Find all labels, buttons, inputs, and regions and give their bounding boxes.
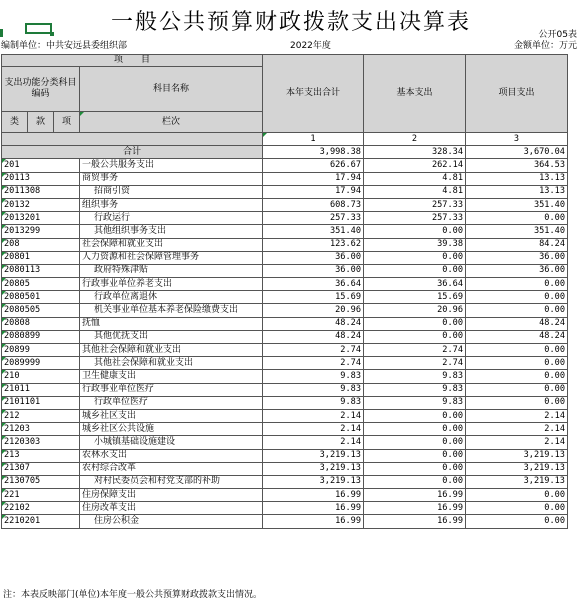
currency-label: 金额单位：万元	[513, 41, 577, 51]
table-row	[2, 370, 568, 383]
row-project: 13.13	[466, 185, 568, 198]
row-code: 21011	[2, 383, 80, 396]
row-project: 0.00	[466, 304, 568, 317]
row-basic: 4.81	[364, 172, 466, 185]
row-item-name: 对村民委员会和村党支部的补助	[80, 475, 263, 488]
table-row	[2, 423, 568, 436]
row-total: 608.73	[263, 198, 364, 211]
row-item-name: 行政事业单位医疗	[80, 383, 263, 396]
table-row	[2, 185, 568, 198]
row-project: 0.00	[466, 291, 568, 304]
row-project: 2.14	[466, 436, 568, 449]
row-code: 2130705	[2, 475, 80, 488]
row-item-name: 其他社会保障和就业支出	[80, 357, 263, 370]
table-row	[2, 489, 568, 502]
row-basic: 2.74	[364, 344, 466, 357]
form-code: 公开05表	[538, 30, 577, 40]
table-row	[2, 225, 568, 238]
row-project: 0.00	[466, 278, 568, 291]
total-col-header: 本年支出合计	[263, 55, 364, 133]
item-header: 项 目	[2, 55, 263, 67]
grand-total: 3,998.38	[263, 146, 364, 159]
row-code: 2013201	[2, 212, 80, 225]
row-total: 16.99	[263, 489, 364, 502]
table-row	[2, 462, 568, 475]
row-project: 0.00	[466, 515, 568, 528]
row-code: 2080501	[2, 291, 80, 304]
row-project: 0.00	[466, 489, 568, 502]
table-row	[2, 159, 568, 172]
row-code: 2210201	[2, 515, 80, 528]
row-project: 84.24	[466, 238, 568, 251]
table-row	[2, 409, 568, 422]
row-basic: 0.00	[364, 251, 466, 264]
row-code: 20808	[2, 317, 80, 330]
row-code: 213	[2, 449, 80, 462]
row-total: 9.83	[263, 370, 364, 383]
row-basic: 4.81	[364, 185, 466, 198]
basic-col-header: 基本支出	[364, 55, 466, 133]
row-total: 2.74	[263, 357, 364, 370]
row-basic: 0.00	[364, 423, 466, 436]
row-basic: 0.00	[364, 225, 466, 238]
row-project: 3,219.13	[466, 449, 568, 462]
row-project: 36.00	[466, 251, 568, 264]
row-project: 0.00	[466, 396, 568, 409]
row-basic: 39.38	[364, 238, 466, 251]
grand-basic: 328.34	[364, 146, 466, 159]
row-item-name: 商贸事务	[80, 172, 263, 185]
row-basic: 0.00	[364, 436, 466, 449]
row-code: 21203	[2, 423, 80, 436]
row-item-name: 农林水支出	[80, 449, 263, 462]
row-project: 13.13	[466, 172, 568, 185]
row-code: 2089999	[2, 357, 80, 370]
row-code: 20899	[2, 344, 80, 357]
row-basic: 9.83	[364, 383, 466, 396]
subitem-header: 项	[54, 112, 80, 133]
row-item-name: 人力资源和社会保障管理事务	[80, 251, 263, 264]
row-total: 3,219.13	[263, 475, 364, 488]
row-code: 210	[2, 370, 80, 383]
row-basic: 36.64	[364, 278, 466, 291]
row-basic: 9.83	[364, 396, 466, 409]
row-item-name: 住房保障支出	[80, 489, 263, 502]
row-item-name: 其他组织事务支出	[80, 225, 263, 238]
row-total: 20.96	[263, 304, 364, 317]
row-total: 48.24	[263, 330, 364, 343]
row-project: 351.40	[466, 198, 568, 211]
col-index-3: 3	[466, 133, 568, 146]
func-code-header: 支出功能分类科目编码	[2, 67, 80, 112]
unit-label: 编制单位：中共安远县委组织部	[1, 41, 128, 51]
table-row	[2, 449, 568, 462]
row-project: 0.00	[466, 370, 568, 383]
table-row	[2, 198, 568, 211]
column-index-label: 栏次	[80, 112, 263, 133]
row-code: 20113	[2, 172, 80, 185]
row-total: 257.33	[263, 212, 364, 225]
project-col-header: 项目支出	[466, 55, 568, 133]
row-basic: 15.69	[364, 291, 466, 304]
row-basic: 2.74	[364, 357, 466, 370]
row-item-name: 社会保障和就业支出	[80, 238, 263, 251]
row-basic: 20.96	[364, 304, 466, 317]
section-header: 款	[28, 112, 54, 133]
row-total: 2.14	[263, 436, 364, 449]
table-row	[2, 317, 568, 330]
row-project: 0.00	[466, 344, 568, 357]
row-item-name: 行政运行	[80, 212, 263, 225]
row-basic: 0.00	[364, 409, 466, 422]
row-item-name: 组织事务	[80, 198, 263, 211]
row-item-name: 政府特殊津贴	[80, 264, 263, 277]
row-total: 9.83	[263, 396, 364, 409]
table-row	[2, 291, 568, 304]
row-total: 9.83	[263, 383, 364, 396]
row-item-name: 一般公共服务支出	[80, 159, 263, 172]
row-code: 2120303	[2, 436, 80, 449]
row-item-name: 城乡社区支出	[80, 409, 263, 422]
total-row-label: 合计	[2, 146, 263, 159]
row-project: 2.14	[466, 409, 568, 422]
row-basic: 0.00	[364, 449, 466, 462]
row-item-name: 行政单位医疗	[80, 396, 263, 409]
year-label: 2022年度	[290, 41, 331, 51]
row-basic: 0.00	[364, 264, 466, 277]
row-code: 221	[2, 489, 80, 502]
row-basic: 257.33	[364, 198, 466, 211]
row-project: 3,219.13	[466, 475, 568, 488]
row-basic: 16.99	[364, 489, 466, 502]
row-item-name: 卫生健康支出	[80, 370, 263, 383]
class-header: 类	[2, 112, 28, 133]
row-item-name: 行政单位离退休	[80, 291, 263, 304]
row-project: 2.14	[466, 423, 568, 436]
table-row	[2, 304, 568, 317]
row-code: 2080899	[2, 330, 80, 343]
row-code: 20801	[2, 251, 80, 264]
row-total: 17.94	[263, 185, 364, 198]
row-basic: 0.00	[364, 330, 466, 343]
row-project: 364.53	[466, 159, 568, 172]
row-total: 36.00	[263, 264, 364, 277]
row-item-name: 行政事业单位养老支出	[80, 278, 263, 291]
row-total: 626.67	[263, 159, 364, 172]
row-total: 2.74	[263, 344, 364, 357]
page-title: 一般公共预算财政拨款支出决算表	[110, 10, 471, 35]
row-item-name: 农村综合改革	[80, 462, 263, 475]
row-code: 208	[2, 238, 80, 251]
row-code: 21307	[2, 462, 80, 475]
row-total: 16.99	[263, 502, 364, 515]
row-total: 2.14	[263, 409, 364, 422]
row-total: 3,219.13	[263, 449, 364, 462]
row-project: 351.40	[466, 225, 568, 238]
row-basic: 9.83	[364, 370, 466, 383]
col-index-2: 2	[364, 133, 466, 146]
row-total: 2.14	[263, 423, 364, 436]
col-index-1: 1	[263, 133, 364, 146]
row-project: 36.00	[466, 264, 568, 277]
row-project: 48.24	[466, 330, 568, 343]
row-project: 0.00	[466, 383, 568, 396]
table-row	[2, 396, 568, 409]
row-item-name: 机关事业单位基本养老保险缴费支出	[80, 304, 263, 317]
row-project: 0.00	[466, 502, 568, 515]
row-project: 48.24	[466, 317, 568, 330]
row-total: 351.40	[263, 225, 364, 238]
grand-project: 3,670.04	[466, 146, 568, 159]
row-item-name: 住房改革支出	[80, 502, 263, 515]
row-code: 20132	[2, 198, 80, 211]
row-item-name: 小城镇基础设施建设	[80, 436, 263, 449]
footnote: 注：本表反映部门(单位)本年度一般公共预算财政拨款支出情况。	[3, 590, 263, 600]
table-row	[2, 212, 568, 225]
table-row	[2, 436, 568, 449]
row-total: 36.64	[263, 278, 364, 291]
row-code: 2080113	[2, 264, 80, 277]
row-total: 16.99	[263, 515, 364, 528]
row-item-name: 抚恤	[80, 317, 263, 330]
row-basic: 0.00	[364, 317, 466, 330]
row-project: 0.00	[466, 357, 568, 370]
row-basic: 0.00	[364, 475, 466, 488]
row-item-name: 其他社会保障和就业支出	[80, 344, 263, 357]
row-project: 3,219.13	[466, 462, 568, 475]
table-row	[2, 515, 568, 528]
table-row	[2, 357, 568, 370]
row-basic: 0.00	[364, 462, 466, 475]
table-row	[2, 475, 568, 488]
row-code: 2101101	[2, 396, 80, 409]
row-code: 201	[2, 159, 80, 172]
row-code: 2013299	[2, 225, 80, 238]
row-code: 22102	[2, 502, 80, 515]
row-total: 123.62	[263, 238, 364, 251]
row-project: 0.00	[466, 212, 568, 225]
row-total: 36.00	[263, 251, 364, 264]
table-row	[2, 330, 568, 343]
table-row	[2, 502, 568, 515]
table-row	[2, 238, 568, 251]
expenditure-table	[1, 54, 568, 529]
table-row	[2, 251, 568, 264]
row-item-name: 住房公积金	[80, 515, 263, 528]
row-code: 212	[2, 409, 80, 422]
row-code: 2080505	[2, 304, 80, 317]
row-total: 48.24	[263, 317, 364, 330]
row-code: 2011308	[2, 185, 80, 198]
table-row	[2, 278, 568, 291]
table-row	[2, 344, 568, 357]
table-row	[2, 172, 568, 185]
row-basic: 257.33	[364, 212, 466, 225]
row-total: 3,219.13	[263, 462, 364, 475]
row-total: 17.94	[263, 172, 364, 185]
row-total: 15.69	[263, 291, 364, 304]
row-item-name: 城乡社区公共设施	[80, 423, 263, 436]
row-basic: 16.99	[364, 502, 466, 515]
table-row	[2, 383, 568, 396]
row-basic: 16.99	[364, 515, 466, 528]
row-item-name: 其他优抚支出	[80, 330, 263, 343]
row-basic: 262.14	[364, 159, 466, 172]
row-code: 20805	[2, 278, 80, 291]
table-row	[2, 264, 568, 277]
item-name-header: 科目名称	[80, 67, 263, 112]
row-item-name: 招商引资	[80, 185, 263, 198]
